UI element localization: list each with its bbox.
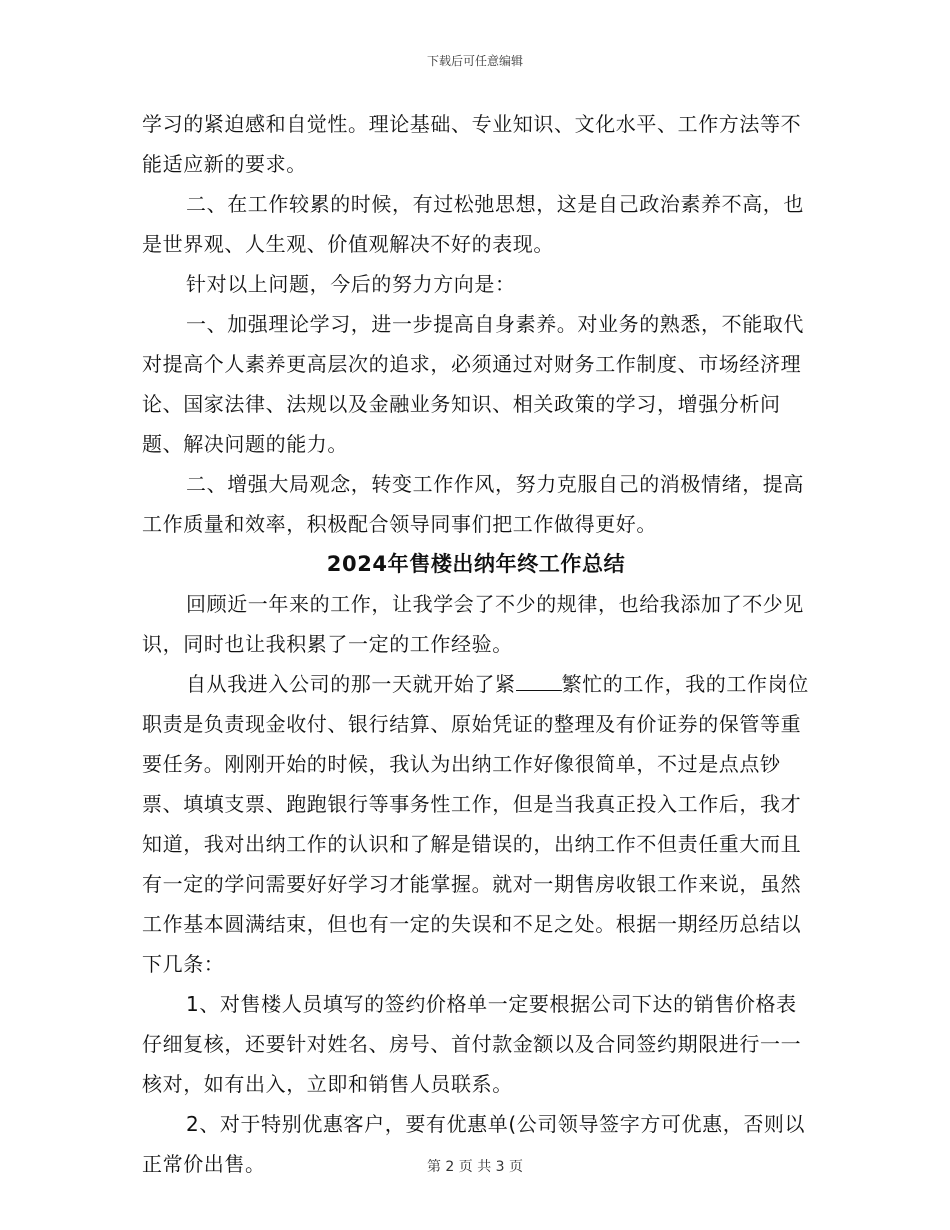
document-title: 2024年售楼出纳年终工作总结 bbox=[326, 552, 626, 576]
paragraph: 二、增强大局观念，转变工作作风，努力克服自己的消极情绪，提高工作质量和效率，积极配合领导同事们把工作做得更好。 bbox=[142, 472, 804, 536]
paragraph-text: 繁忙的工作，我的工作岗位职责是负责现金收付、银行结算、原始凭证的整理及有价证券的保管等重要任务。刚刚开始的时候，我认为出纳工作好像很简单，不过是点点钞票、填填支票、跑跑银行等事务性工作，但是当我真正投入工作后，我才知道，我对出纳工作的认识和了解是错误的，出纳工作不但责任重大而且有一定的学问需要好好学习才能掌握。就对一期售房收银工作来说，虽然工作基本圆满结束，但也有一定的失误和不足之处。根据一期经历总结以下几条： bbox=[142, 672, 809, 976]
paragraph: 二、在工作较累的时候，有过松弛思想，这是自己政治素养不高，也是世界观、人生观、价值观解决不好的表现。 bbox=[142, 192, 804, 256]
paragraph: 2、对于特别优惠客户，要有优惠单(公司领导签字方可优惠，否则以正常价出售。 bbox=[142, 1112, 806, 1176]
paragraph-text: 自从我进入公司的那一天就开始了紧 bbox=[186, 672, 516, 696]
document-body bbox=[142, 104, 810, 1184]
paragraph: 针对以上问题，今后的努力方向是： bbox=[186, 272, 516, 296]
blank-underline bbox=[516, 674, 562, 691]
paragraph: 1、对售楼人员填写的签约价格单一定要根据公司下达的销售价格表仔细复核，还要针对姓名、房号、首付款金额以及合同签约期限进行一一核对，如有出入，立即和销售人员联系。 bbox=[142, 992, 802, 1096]
paragraph: 一、加强理论学习，进一步提高自身素养。对业务的熟悉，不能取代对提高个人素养更高层次的追求，必须通过对财务工作制度、市场经济理论、国家法律、法规以及金融业务知识、相关政策的学习，增强分析问题、解决问题的能力。 bbox=[142, 312, 804, 456]
paragraph bbox=[142, 664, 810, 984]
page-header: 下载后可任意编辑 bbox=[426, 54, 523, 68]
paragraph: 回顾近一年来的工作，让我学会了不少的规律，也给我添加了不少见识，同时也让我积累了一定的工作经验。 bbox=[142, 592, 804, 656]
page-footer: 第 2 页 共 3 页 bbox=[426, 1159, 524, 1175]
paragraph: 学习的紧迫感和自觉性。理论基础、专业知识、文化水平、工作方法等不能适应新的要求。 bbox=[142, 112, 802, 176]
